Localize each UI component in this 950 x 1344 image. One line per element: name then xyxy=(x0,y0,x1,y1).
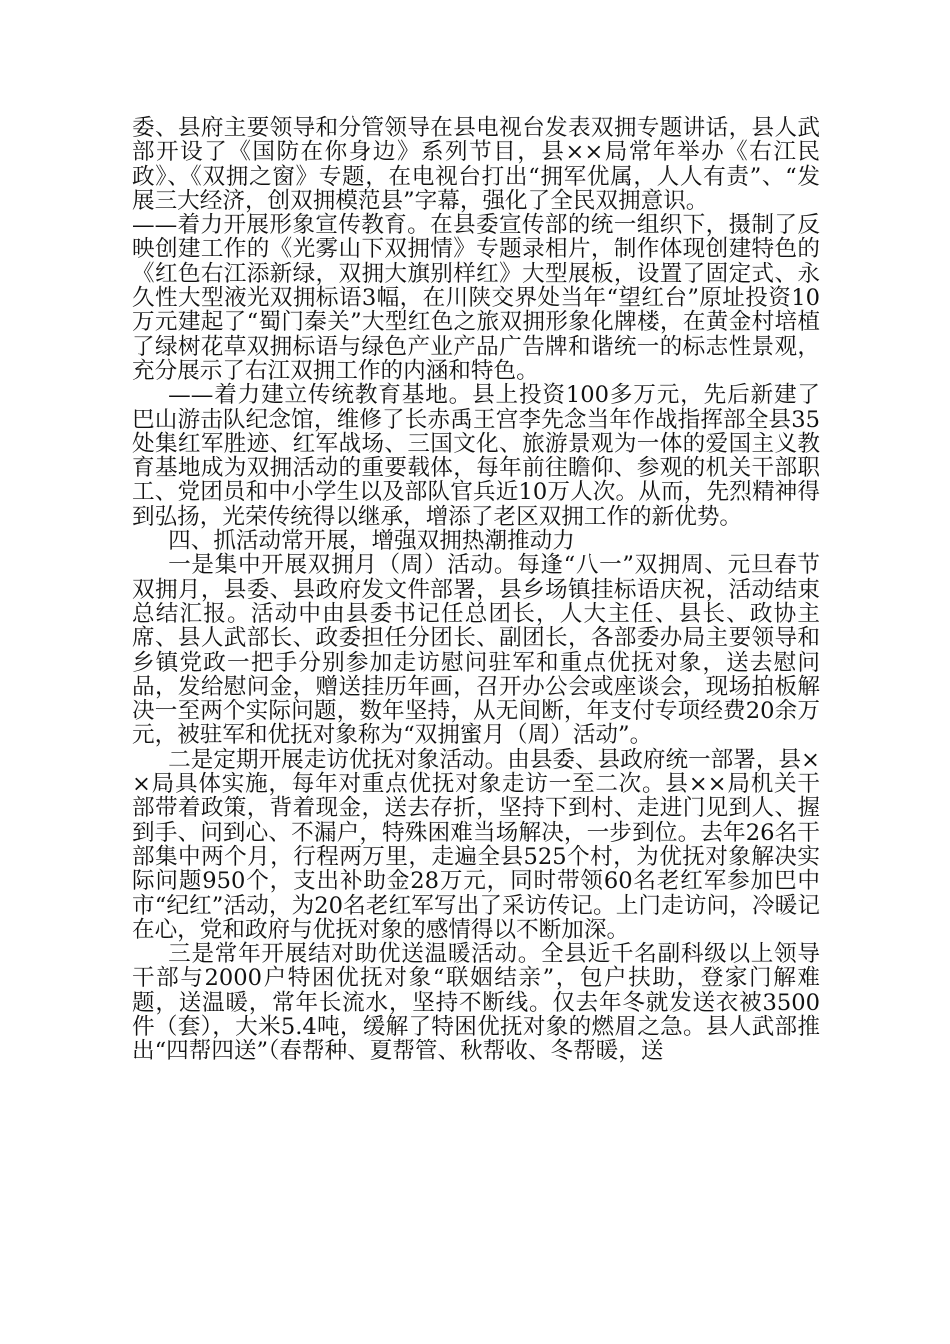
paragraph-tv-publicity: 委、县府主要领导和分管领导在县电视台发表双拥专题讲话，县人武部开设了《国防在你身边》系列节目，县××局常年举办《右江民政》、《双拥之窗》专题，在电视台打出“拥军优属，人人有责”、“发展三大经济，创双拥模范县”字幕，强化了全民双拥意识。 xyxy=(132,115,820,214)
paragraph-warmth-activities: 三是常年开展结对助优送温暖活动。全县近千名副科级以上领导干部与2000户特困优抚对象“联姻结亲”，包户扶助，登家门解难题，送温暖，常年长流水，坚持不断线。仅去年冬就发送衣被3500件（套），大米5.4吨，缓解了特困优抚对象的燃眉之急。县人武部推出“四帮四送”（春帮种、夏帮管、秋帮收、冬帮暖，送 xyxy=(132,941,820,1065)
paragraph-image-publicity: ——着力开展形象宣传教育。在县委宣传部的统一组织下，摄制了反映创建工作的《光雾山下双拥情》专题录相片，制作体现创建特色的《红色右江添新绿，双拥大旗别样红》大型展板，设置了固定式、永久性大型液光双拥标语3幅，在川陕交界处当年“望红台”原址投资10万元建起了“蜀门秦关”大型红色之旅双拥形象化牌楼，在黄金村培植了绿树花草双拥标语与绿色产业产品广告牌和谐统一的标志性景观，充分展示了右江双拥工作的内涵和特色。 xyxy=(132,212,820,384)
section-heading-activities: 四、抓活动常开展，增强双拥热潮推动力 xyxy=(168,528,575,555)
paragraph-double-support-month: 一是集中开展双拥月（周）活动。每逢“八一”双拥周、元旦春节双拥月，县委、县政府发文件部署，县乡场镇挂标语庆祝，活动结束总结汇报。活动中由县委书记任总团长，人大主任、县长、政协主席、县人武部长、政委担任分团长、副团长，各部委办局主要领导和乡镇党政一把手分别参加走访慰问驻军和重点优抚对象，送去慰问品，发给慰问金，赠送挂历年画，召开办公会或座谈会，现场拍板解决一至两个实际问题，数年坚持，从无间断，年支付专项经费20余万元，被驻军和优抚对象称为“双拥蜜月（周）活动”。 xyxy=(132,552,820,749)
document-page xyxy=(132,116,820,1064)
paragraph-education-base: ——着力建立传统教育基地。县上投资100多万元，先后新建了巴山游击队纪念馆，维修了长赤禹王宫李先念当年作战指挥部全县35处集红军胜迹、红军战场、三国文化、旅游景观为一体的爱国主义教育基地成为双拥活动的重要载体，每年前往瞻仰、参观的机关干部职工、党团员和中小学生以及部队官兵近10万人次。从而，先烈精神得到弘扬，光荣传统得以继承，增添了老区双拥工作的新优势。 xyxy=(132,382,820,530)
paragraph-visit-activities: 二是定期开展走访优抚对象活动。由县委、县政府统一部署，县××局具体实施，每年对重点优抚对象走访一至二次。县××局机关干部带着政策，背着现金，送去存折，坚持下到村、走进门见到人、握到手、问到心、不漏户，特殊困难当场解决，一步到位。去年26名干部集中两个月，行程两万里，走遍全县525个村，为优抚对象解决实际问题950个，支出补助金28万元，同时带领60名老红军参加巴中市“纪红”活动，为20名老红军写出了采访传记。上门走访问，冷暖记在心，党和政府与优抚对象的感情得以不断加深。 xyxy=(132,746,820,943)
